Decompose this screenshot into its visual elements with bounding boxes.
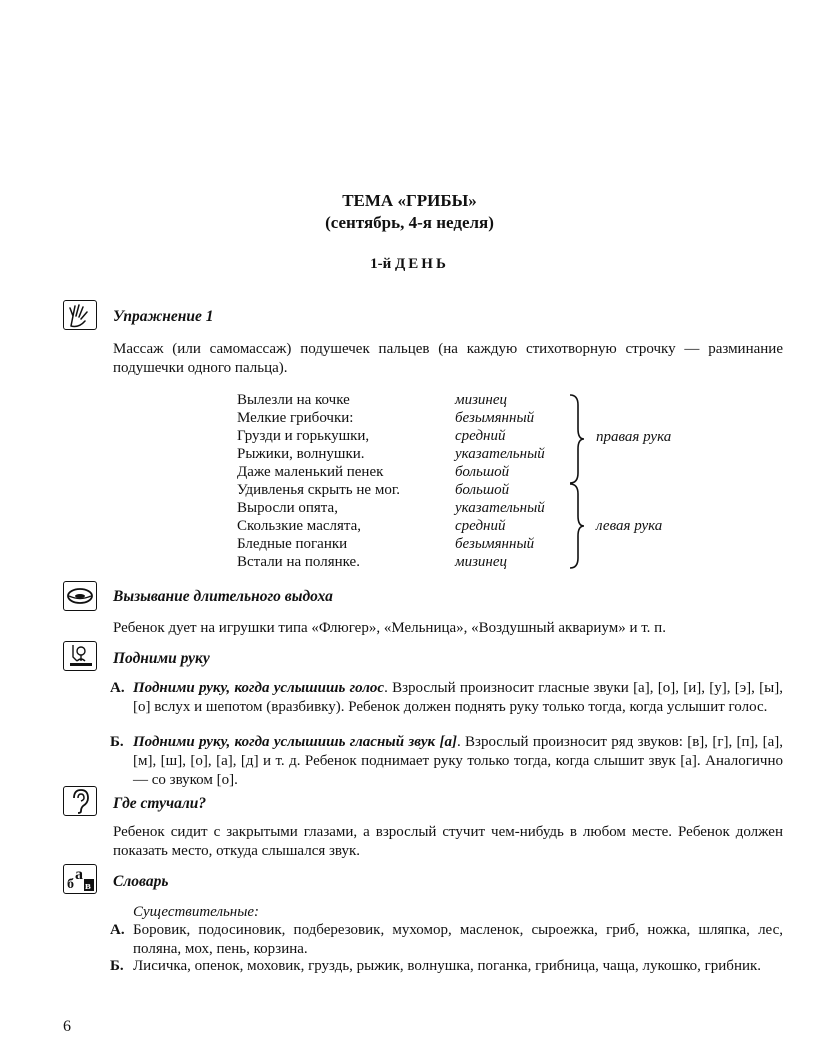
item-a-letter: А. bbox=[110, 680, 125, 696]
item-a-bold: Подними руку, когда услышишь голос bbox=[133, 680, 385, 696]
poem-row bbox=[237, 463, 565, 481]
vocab-a-text: Боровик, подосиновик, подберезовик, мухомор, масленок, сыроежка, гриб, ножка, шляпка, лес, поляна, мох, пень, корзина. bbox=[133, 922, 783, 957]
poem-finger: указательный bbox=[455, 500, 545, 516]
poem-line: Грузди и горькушки, bbox=[237, 428, 370, 444]
vocab-b-text: Лисичка, опенок, моховик, груздь, рыжик, волнушка, поганка, грибница, чаща, лукошко, грибник. bbox=[133, 958, 762, 974]
poem-row bbox=[237, 481, 565, 499]
poem-finger: большой bbox=[455, 464, 510, 480]
poem-row bbox=[237, 391, 565, 409]
exercise-2-text: Ребенок дует на игрушки типа «Флюгер», «Мельница», «Воздушный аквариум» и т. п. bbox=[113, 620, 666, 636]
poem-row bbox=[237, 499, 565, 517]
poem-line: Бледные поганки bbox=[237, 536, 348, 552]
poem-finger: указательный bbox=[455, 446, 545, 462]
lips-icon bbox=[63, 581, 97, 611]
poem-finger: средний bbox=[455, 518, 506, 534]
poem-line: Даже маленький пенек bbox=[237, 464, 384, 480]
day-number: 1-й bbox=[370, 256, 392, 272]
vocab-b-letter: Б. bbox=[110, 958, 124, 974]
brace-right-hand bbox=[566, 393, 586, 491]
day-word: ДЕНЬ bbox=[394, 256, 449, 272]
right-hand-label: правая рука bbox=[596, 429, 672, 445]
poem-row bbox=[237, 445, 565, 463]
exercise-1-intro: Массаж (или самомассаж) подушечек пальцев (на каждую стихотворную строчку — разминание подушечки одного пальца). bbox=[113, 341, 783, 376]
exercise-4-title: Где стучали? bbox=[113, 795, 207, 812]
poem-row bbox=[237, 409, 565, 427]
letters-abv-icon bbox=[63, 864, 97, 894]
poem-row bbox=[237, 517, 565, 535]
exercise-3-item-a bbox=[110, 679, 783, 717]
svg-text:б: б bbox=[67, 877, 74, 892]
poem-line: Рыжики, волнушки. bbox=[237, 446, 365, 462]
exercise-4-text: Ребенок сидит с закрытыми глазами, а взрослый стучит чем-нибудь в любом месте. Ребенок должен показать место, откуда слышался звук. bbox=[113, 824, 783, 859]
svg-text:в: в bbox=[85, 880, 91, 892]
child-raising-hand-icon bbox=[63, 641, 97, 671]
poem-finger: средний bbox=[455, 428, 506, 444]
poem-line: Встали на полянке. bbox=[237, 554, 360, 570]
exercise-2-title: Вызывание длительного выдоха bbox=[113, 588, 333, 605]
brace-left-hand bbox=[566, 482, 586, 576]
exercise-1-title: Упражнение 1 bbox=[113, 308, 214, 325]
finger-poem bbox=[237, 391, 565, 571]
hand-icon bbox=[63, 300, 97, 330]
poem-finger: мизинец bbox=[455, 554, 508, 570]
theme-subtitle: (сентябрь, 4-я неделя) bbox=[325, 213, 494, 232]
poem-row bbox=[237, 427, 565, 445]
page-title bbox=[0, 190, 819, 234]
poem-line: Удивленья скрыть не мог. bbox=[237, 482, 401, 498]
left-hand-label: левая рука bbox=[596, 518, 663, 534]
svg-text:а: а bbox=[75, 866, 83, 883]
vocab-item-b bbox=[110, 957, 783, 976]
ear-icon bbox=[63, 786, 97, 816]
poem-finger: безымянный bbox=[455, 536, 535, 552]
poem-finger: безымянный bbox=[455, 410, 535, 426]
poem-line: Мелкие грибочки: bbox=[237, 410, 354, 426]
exercise-5-title: Словарь bbox=[113, 873, 169, 890]
page-number: 6 bbox=[63, 1018, 71, 1035]
theme-title: ТЕМА «ГРИБЫ» bbox=[342, 191, 477, 210]
exercise-3-title: Подними руку bbox=[113, 650, 210, 667]
poem-line: Выросли опята, bbox=[237, 500, 338, 516]
vocab-a-letter: А. bbox=[110, 922, 125, 938]
poem-row bbox=[237, 553, 565, 571]
poem-line: Скользкие маслята, bbox=[237, 518, 362, 534]
exercise-3-item-b bbox=[110, 733, 783, 790]
item-b-letter: Б. bbox=[110, 734, 124, 750]
item-a-text: . Взрослый произносит гласные звуки [а], [о], [и], [у], [э], [ы], [о] вслух и шепотом (вразбивку). Ребенок должен поднять руку только тогда, когда услышит голос. bbox=[133, 680, 783, 715]
vocab-item-a bbox=[110, 921, 783, 959]
day-heading bbox=[0, 255, 819, 274]
poem-finger: мизинец bbox=[455, 392, 508, 408]
poem-row bbox=[237, 535, 565, 553]
poem-line: Вылезли на кочке bbox=[237, 392, 350, 408]
item-b-text: . Взрослый произносит ряд звуков: [в], [г], [п], [а], [м], [ш], [о], [а], [д] и т. д. Ребенок поднимает руку только тогда, когда слышит звук [а]. Аналогично — со звуком [о]. bbox=[133, 734, 783, 788]
item-b-bold: Подними руку, когда услышишь гласный звук [а] bbox=[133, 734, 457, 750]
poem-finger: большой bbox=[455, 482, 510, 498]
vocab-subhead: Существительные: bbox=[133, 904, 260, 920]
